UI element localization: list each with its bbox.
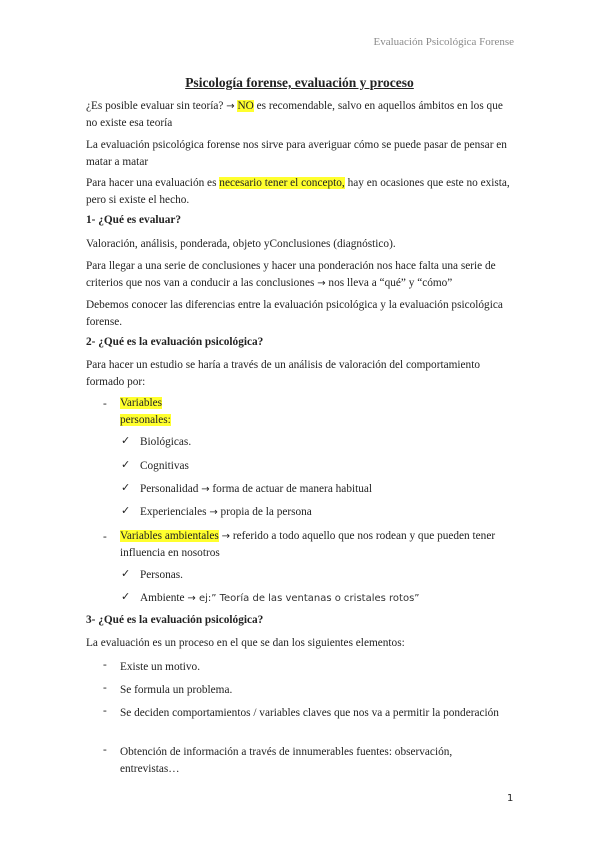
arrow-icon: → — [226, 101, 235, 112]
text-span: hay en ocasiones que este no exista, pero si existe el hecho. — [86, 177, 510, 206]
list-item: Personas. — [140, 569, 183, 581]
paragraph-estudio: Para hacer un estudio se haría a través de un análisis de valoración del comportamiento formado por: — [86, 359, 480, 388]
text-span: forma de actuar de manera habitual — [209, 483, 373, 495]
text-span: ej:” Teoría de las ventanas o cristales rotos” — [195, 593, 420, 604]
page-number: 1 — [507, 793, 514, 804]
text-span: propia de la persona — [217, 506, 312, 518]
text-span: Ambiente — [140, 592, 188, 604]
variables-ambientales — [120, 528, 516, 562]
heading-evaluacion-psicologica-2: 3- ¿Qué es la evaluación psicológica? — [86, 614, 264, 626]
text-span: nos lleva a “qué” y “cómo” — [325, 277, 453, 289]
list-dash: - — [103, 531, 107, 543]
list-dash: - — [103, 744, 107, 756]
highlight-line: personales: — [120, 414, 171, 426]
highlight-line: Variables — [120, 397, 163, 409]
paragraph-utilidad: La evaluación psicológica forense nos sirve para averiguar cómo se puede pasar de pensar en matar a matar — [86, 139, 507, 168]
text-span: es recomendable, salvo en aquellos ámbitos en los que no existe esa teoría — [86, 100, 503, 129]
list-dash: - — [103, 705, 107, 717]
text-span: referido a todo aquello que nos rodean y que pueden tener influencia en nosotros — [120, 530, 496, 559]
highlight-no: NO — [237, 100, 254, 112]
heading-evaluacion-psicologica: 2- ¿Qué es la evaluación psicológica? — [86, 336, 264, 348]
arrow-icon: → — [187, 593, 196, 604]
list-item: Existe un motivo. — [120, 661, 201, 673]
list-item: Se formula un problema. — [120, 684, 233, 696]
running-header: Evaluación Psicológica Forense — [373, 36, 514, 48]
list-item — [140, 504, 312, 521]
text-span: Para llegar a una serie de conclusiones y hacer una ponderación nos hace falta una serie de criterios que nos van a conducir a las conclusiones — [86, 260, 496, 289]
list-item: Obtención de información a través de innumerables fuentes: observación, entrevistas… — [120, 746, 453, 775]
check-icon: ✓ — [121, 568, 131, 580]
text-span: Para hacer una evaluación es — [86, 177, 220, 189]
paragraph-proceso: La evaluación es un proceso en el que se dan los siguientes elementos: — [86, 637, 405, 649]
paragraph-concepto — [86, 175, 516, 209]
paragraph-conclusiones — [86, 258, 516, 292]
paragraph-diferencias: Debemos conocer las diferencias entre la evaluación psicológica y la evaluación psicológica forense. — [86, 299, 503, 328]
check-icon: ✓ — [121, 459, 131, 471]
highlight-ambientales: Variables ambientales — [120, 530, 219, 542]
variables-personales-label — [120, 395, 171, 429]
document-title: Psicología forense, evaluación y proceso — [185, 75, 414, 90]
arrow-icon: → — [221, 531, 231, 542]
check-icon: ✓ — [121, 482, 131, 494]
text-span: ¿Es posible evaluar sin teoría? — [86, 100, 227, 112]
list-dash: - — [103, 659, 107, 671]
paragraph-teoria — [86, 98, 516, 132]
list-item — [140, 590, 419, 607]
check-icon: ✓ — [121, 435, 131, 447]
arrow-icon: → — [317, 278, 326, 289]
list-dash: - — [103, 398, 107, 410]
list-item: Se deciden comportamientos / variables claves que nos va a permitir la ponderación — [120, 707, 499, 719]
check-icon: ✓ — [121, 591, 131, 603]
list-dash: - — [103, 682, 107, 694]
text-span: Experienciales — [140, 506, 210, 518]
list-item: Cognitivas — [140, 460, 189, 472]
paragraph-valoracion: Valoración, análisis, ponderada, objeto yConclusiones (diagnóstico). — [86, 238, 396, 250]
text-span: Personalidad — [140, 483, 202, 495]
arrow-icon: → — [209, 507, 218, 518]
arrow-icon: → — [201, 484, 210, 495]
check-icon: ✓ — [121, 505, 131, 517]
list-item: Biológicas. — [140, 436, 192, 448]
heading-que-es-evaluar: 1- ¿Qué es evaluar? — [86, 214, 182, 226]
highlight-concepto: necesario tener el concepto, — [219, 177, 345, 189]
list-item — [140, 481, 372, 498]
